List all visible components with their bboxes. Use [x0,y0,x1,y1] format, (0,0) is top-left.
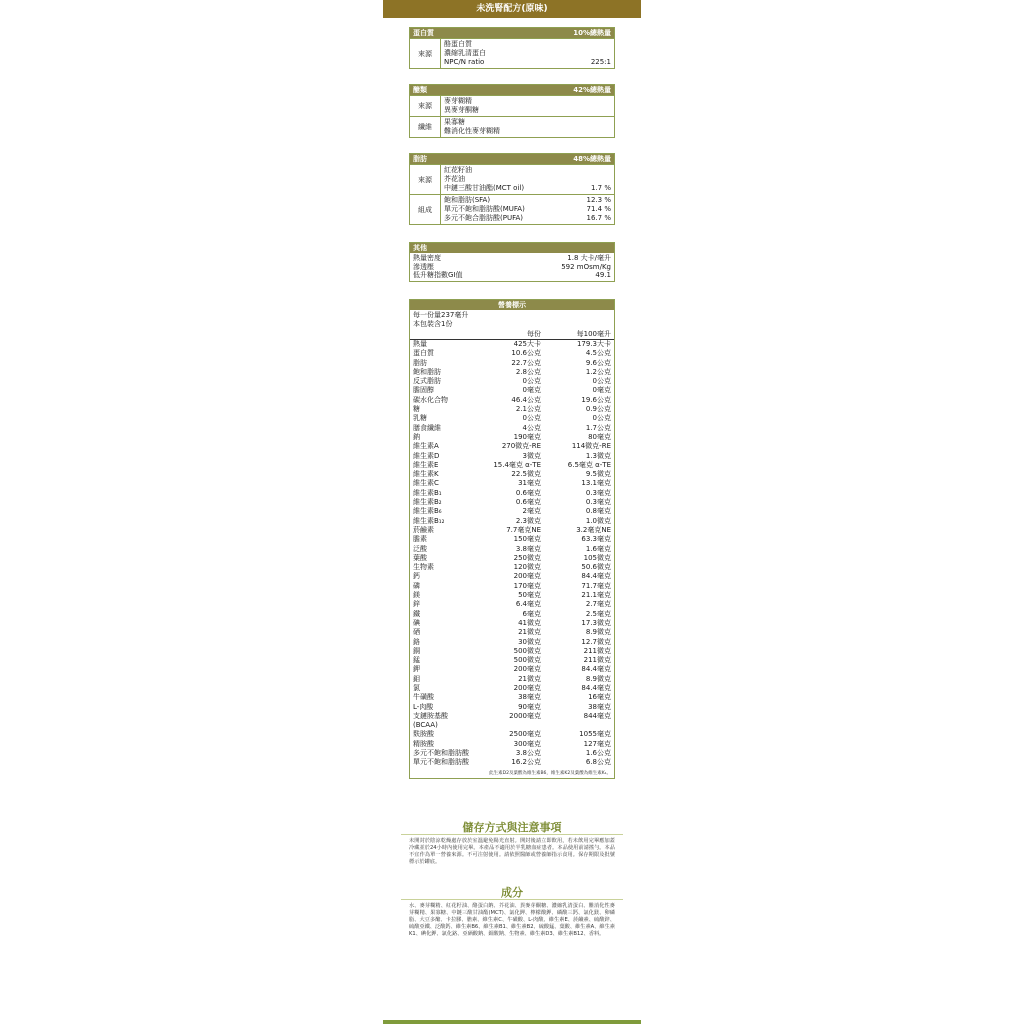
nutrition-header [410,300,614,310]
nutrient-name: 熱量 [413,340,427,348]
nutrition-row [410,535,614,544]
per-100ml-value: 8.9微克 [585,628,611,637]
per-100ml-value: 80毫克 [588,432,611,441]
nutrient-name: 維生素B₁ [413,488,442,497]
per-serving-value: 500微克 [513,646,541,655]
bottom-rule [383,1020,641,1024]
other-body [410,253,614,281]
per-serving-value: 22.7公克 [511,358,541,367]
storage-title: 儲存方式與注意事項 [462,821,562,834]
col-per-100ml: 每100毫升 [576,330,611,338]
nutrient-name: 維生素B₂ [413,498,442,507]
nutrient-name: 膳食纖維 [413,423,441,432]
nutrient-name: 單元不飽和脂肪酸 [413,758,469,767]
per-serving-value: 3.8公克 [515,749,541,758]
nutrition-row [410,461,614,470]
per-serving-value: 250微克 [513,553,541,562]
nutrient-name: 維生素K [413,470,439,479]
nutrient-name: 蛋白質 [413,349,434,358]
per-serving-value: 200毫克 [513,683,541,692]
per-100ml-value: 9.6公克 [585,358,611,367]
nutrient-name: L-肉酸 [413,702,434,711]
nutrient-name: 維生素B₁₂ [413,516,445,525]
nutrient-name: 鋅 [413,600,420,609]
per-serving-value: 2500毫克 [509,730,541,739]
per-100ml-value: 6.8公克 [585,758,611,767]
nutrient-name: 維生素C [413,479,439,488]
per-serving-value: 2.3微克 [515,516,541,525]
carb-fiber-1: 果寡糖 [444,118,465,126]
per-serving-value: 15.4毫克 α-TE [493,460,541,469]
nutrient-name: (BCAA) [413,721,438,730]
per-serving-value: 38毫克 [518,693,541,702]
nutrition-table [410,340,614,768]
per-100ml-value: 0.8毫克 [585,507,611,516]
storage-text: 未開封於陰涼乾燥處存放於室溫避免陽光直射。開封後請立即飲用，若未飲用完畢應加蓋冷藏並於24小時內使用完畢。本產品不適用於半乳糖血症患者。本品使用前請搖勻。本品不宜作為單一營養來源。不可注射使用。請依照醫師或營養師指示食用。保存期限及批號標示於罐底。 [409,838,615,865]
per-serving-value: 2毫克 [522,507,541,516]
nutrient-name: 維生素A [413,442,439,451]
serving-info [410,310,614,330]
per-100ml-value: 1.6公克 [585,749,611,758]
nutrient-name: 鉬 [413,674,420,683]
per-serving-value: 7.7毫克NE [506,525,541,534]
fat-source-body [441,165,614,194]
nutrient-name: 牛磺酸 [413,693,434,702]
nutrition-row [410,340,614,349]
per-serving-value: 150毫克 [513,535,541,544]
nutrient-name: 碘 [413,618,420,627]
nutrient-name: 氯 [413,683,420,692]
label-page [383,0,641,1024]
nutrient-name: 乳糖 [413,414,427,423]
nutrition-row [410,405,614,414]
carb-source-row [410,95,614,116]
per-100ml-value: 127毫克 [583,739,611,748]
per-100ml-value: 17.3微克 [581,618,611,627]
nutrition-row [410,498,614,507]
per-serving-value: 300毫克 [513,739,541,748]
protein-title: 蛋白質 [413,29,434,37]
fat-title: 脂肪 [413,155,427,163]
protein-source-body [441,39,614,68]
nutrition-row [410,489,614,498]
per-100ml-value: 0.3毫克 [585,498,611,507]
nutrition-row [410,479,614,488]
nutrition-row [410,433,614,442]
npc-ratio-label: NPC/N ratio [444,58,485,66]
per-serving-value: 2000毫克 [509,711,541,720]
fat-comp-label: 組成 [410,195,441,224]
per-100ml-value: 0.3毫克 [585,488,611,497]
per-serving-value: 500微克 [513,656,541,665]
per-100ml-value: 1.0微克 [585,516,611,525]
col-per-serving: 每份 [527,330,541,338]
mufa-value: 71.4 % [586,205,611,213]
protein-line-1: 酪蛋白質 [444,40,472,48]
nutrition-row [410,665,614,674]
per-100ml-value: 71.7毫克 [581,581,611,590]
other-section [409,242,615,282]
fat-pct: 48%總熱量 [573,155,611,163]
carb-source-body [441,96,614,116]
nutrient-name: 脂肪 [413,358,427,367]
nutrition-row [410,712,614,721]
nutrition-row [410,572,614,581]
nutrition-row [410,740,614,749]
nutrition-row [410,638,614,647]
nutrition-col-headers [410,330,614,340]
nutrient-name: 維生素B₆ [413,507,442,516]
per-100ml-value: 8.9微克 [585,674,611,683]
protein-pct: 10%總熱量 [573,29,611,37]
per-serving-value: 31毫克 [518,479,541,488]
per-100ml-value: 6.5毫克 α-TE [567,460,611,469]
nutrition-row [410,359,614,368]
nutrient-name: 生物素 [413,563,434,572]
nutrition-row [410,526,614,535]
per-serving-value: 0.6毫克 [515,488,541,497]
per-100ml-value: 0毫克 [592,386,611,395]
nutrient-name: 維生素D [413,451,440,460]
per-100ml-value: 0.9公克 [585,405,611,414]
per-serving-value: 270微克-RE [501,442,541,451]
nutrition-section [409,299,615,779]
per-serving-value: 170毫克 [513,581,541,590]
nutrient-name: 飽和脂肪 [413,367,441,376]
per-100ml-value: 38毫克 [588,702,611,711]
per-100ml-value: 63.3毫克 [581,535,611,544]
per-serving-value: 200毫克 [513,665,541,674]
per-serving-value: 50毫克 [518,591,541,600]
fat-section [409,153,615,225]
nutrient-name: 鈉 [413,432,420,441]
carb-fiber-row [410,116,614,137]
carb-section [409,84,615,138]
per-serving-value: 22.5微克 [511,470,541,479]
nutrition-row [410,377,614,386]
ingredients-text: 水、麥芽糊精、紅花籽油、酪蛋白鈉、芥花油、異麥芽酮糖、濃縮乳清蛋白、難消化性麥芽糊精、果寡糖、中鏈三酸甘油酯(MCT)、氯化鉀、檸檬酸鉀、磷酸三鈣、氯化鎂、卵磷脂、大豆多醣、卡拉膠、膽素、維生素C、牛磺酸、L-肉酸、維生素E、菸鹼素、硫酸鋅、硫酸亞鐵、泛酸鈣、維生素B6、維生素B1、維生素B2、硫酸錳、葉酸、維生素A、維生素K1、碘化鉀、氯化鉻、亞硒酸鈉、鉬酸鈉、生物素、維生素D3、維生素B12、香料。 [409,903,615,937]
per-serving-value: 0公克 [522,414,541,423]
nutrition-row [410,758,614,767]
nutrition-row [410,591,614,600]
per-serving-value: 10.6公克 [511,349,541,358]
per-serving-value: 190毫克 [513,432,541,441]
storage-divider [401,834,623,835]
per-serving-value: 30微克 [518,637,541,646]
nutrition-row [410,582,614,591]
nutrition-row [410,442,614,451]
nutrient-name: 多元不飽和脂肪酸 [413,749,469,758]
per-100ml-value: 1.3微克 [585,451,611,460]
carb-source-1: 麥芽糊精 [444,97,472,105]
nutrient-name: 反式脂肪 [413,377,441,386]
nutrition-row [410,554,614,563]
nutrition-row [410,628,614,637]
pufa-value: 16.7 % [586,214,611,222]
nutrition-row [410,452,614,461]
nutrition-row [410,600,614,609]
per-serving-value: 46.4公克 [511,395,541,404]
per-serving-value: 120微克 [513,563,541,572]
per-100ml-value: 105微克 [583,553,611,562]
per-100ml-value: 84.4毫克 [581,665,611,674]
osmolality-label: 滲透壓 [413,262,434,271]
per-100ml-value: 844毫克 [583,711,611,720]
protein-section [409,27,615,69]
per-100ml-value: 1.7公克 [585,423,611,432]
nutrition-row [410,749,614,758]
per-100ml-value: 179.3大卡 [576,340,611,348]
other-header [410,243,614,253]
nutrition-footnote: 此生素D2及葉酸為維生素B6，維生素K2及葉酸為維生素K₁。 [489,770,611,776]
per-100ml-value: 21.1毫克 [581,591,611,600]
per-serving-value: 200毫克 [513,572,541,581]
carb-source-2: 異麥芽酮糖 [444,106,479,114]
nutrient-name: 碳水化合物 [413,395,448,404]
nutrition-title: 營養標示 [498,301,526,309]
page-title: 未洗腎配方(原味) [383,0,641,18]
nutrition-row [410,414,614,423]
servings-per-pack: 本包裝含1份 [413,320,453,328]
per-100ml-value: 1055毫克 [579,730,611,739]
nutrition-row [410,349,614,358]
nutrition-row [410,424,614,433]
nutrition-row [410,368,614,377]
per-100ml-value: 0公克 [592,414,611,423]
per-serving-value: 0.6毫克 [515,498,541,507]
carb-pct: 42%總熱量 [573,86,611,94]
fat-source-label: 來源 [410,165,441,194]
per-100ml-value: 19.6公克 [581,395,611,404]
per-100ml-value: 3.2毫克NE [576,525,611,534]
npc-ratio-value: 225:1 [590,58,611,66]
per-serving-value: 6.4毫克 [515,600,541,609]
per-serving-value: 90毫克 [518,702,541,711]
nutrient-name: 鉀 [413,665,420,674]
nutrient-name: 鈣 [413,572,420,581]
nutrition-row [410,647,614,656]
nutrient-name: 麩胺酸 [413,730,434,739]
nutrient-name: 維生素E [413,460,439,469]
nutrient-name: 精胺酸 [413,739,434,748]
nutrient-name: 鐵 [413,609,420,618]
nutrition-row [410,610,614,619]
sfa-label: 飽和脂肪(SFA) [444,196,491,204]
osmolality-value: 592 mOsm/Kg [561,262,611,271]
carb-fiber-label: 纖維 [410,117,441,137]
per-serving-value: 4公克 [522,423,541,432]
nutrient-name: 葉酸 [413,553,427,562]
nutrition-row [410,517,614,526]
nutrient-name: 泛酸 [413,544,427,553]
carb-fiber-body [441,117,614,137]
per-100ml-value: 2.7毫克 [585,600,611,609]
per-serving-value: 2.1公克 [515,405,541,414]
nutrition-row [410,545,614,554]
per-100ml-value: 84.4毫克 [581,572,611,581]
gi-label: 低升糖指數GI值 [413,271,463,279]
mufa-label: 單元不飽和脂肪酸(MUFA) [444,205,525,213]
per-100ml-value: 13.1毫克 [581,479,611,488]
nutrition-row [410,675,614,684]
nutrient-name: 磷 [413,581,420,590]
nutrient-name: 膽素 [413,535,427,544]
per-100ml-value: 50.6微克 [581,563,611,572]
per-serving-value: 21微克 [518,628,541,637]
nutrition-row [410,396,614,405]
per-serving-value: 6毫克 [522,609,541,618]
per-serving-value: 16.2公克 [511,758,541,767]
ingredients-divider [401,899,623,900]
per-serving-value: 425大卡 [513,340,541,348]
nutrient-name: 鉻 [413,637,420,646]
carb-title: 醣類 [413,86,427,94]
fat-comp-row [410,194,614,224]
per-100ml-value: 0公克 [592,377,611,386]
ingredients-title: 成分 [501,886,523,899]
per-serving-value: 2.8公克 [515,367,541,376]
nutrient-name: 鎂 [413,591,420,600]
per-100ml-value: 4.5公克 [585,349,611,358]
per-100ml-value: 1.6毫克 [585,544,611,553]
nutrition-row [410,693,614,702]
per-serving-value: 41微克 [518,618,541,627]
pufa-label: 多元不飽合脂肪酸(PUFA) [444,214,523,222]
other-title: 其他 [413,244,427,252]
nutrient-name: 銅 [413,646,420,655]
nutrient-name: 糖 [413,405,420,414]
nutrition-row [410,703,614,712]
per-100ml-value: 114微克-RE [571,442,611,451]
per-100ml-value: 2.5毫克 [585,609,611,618]
gi-value: 49.1 [595,271,611,279]
protein-line-2: 濃縮乳清蛋白 [444,49,486,57]
per-serving-value: 21微克 [518,674,541,683]
nutrition-row [410,507,614,516]
nutrient-name: 膽固醇 [413,386,434,395]
mct-label: 中鏈三酸甘油酯(MCT oil) [444,184,525,192]
nutrition-row [410,656,614,665]
fat-source-1: 紅花籽油 [444,166,472,174]
serving-size: 每一份量237毫升 [413,311,469,319]
per-serving-value: 0公克 [522,377,541,386]
protein-header [410,28,614,38]
energy-density-value: 1.8 大卡/毫升 [567,254,611,262]
per-100ml-value: 12.7微克 [581,637,611,646]
nutrient-name: 支鏈胺基酸 [413,711,448,720]
protein-source-row [410,38,614,68]
nutrient-name: 硒 [413,628,420,637]
per-100ml-value: 211微克 [583,656,611,665]
per-100ml-value: 16毫克 [588,693,611,702]
protein-source-label: 來源 [410,39,441,68]
fat-source-row [410,164,614,194]
sfa-value: 12.3 % [586,196,611,204]
fat-comp-body [441,195,614,224]
energy-density-label: 熱量密度 [413,254,441,262]
per-100ml-value: 211微克 [583,646,611,655]
per-serving-value: 0毫克 [522,386,541,395]
nutrition-row [410,730,614,739]
per-100ml-value: 9.5微克 [585,470,611,479]
fat-source-2: 芥花油 [444,175,465,183]
nutrient-name: 錳 [413,656,420,665]
per-100ml-value: 84.4毫克 [581,683,611,692]
nutrition-row [410,386,614,395]
per-serving-value: 3微克 [522,451,541,460]
carb-fiber-2: 難消化性麥芽糊精 [444,127,500,135]
per-serving-value: 3.8毫克 [515,544,541,553]
fat-header [410,154,614,164]
nutrient-name: 菸鹼素 [413,525,434,534]
nutrition-row [410,684,614,693]
mct-value: 1.7 % [590,184,611,192]
carb-header [410,85,614,95]
nutrition-row [410,619,614,628]
carb-source-label: 來源 [410,96,441,116]
per-100ml-value: 1.2公克 [585,367,611,376]
